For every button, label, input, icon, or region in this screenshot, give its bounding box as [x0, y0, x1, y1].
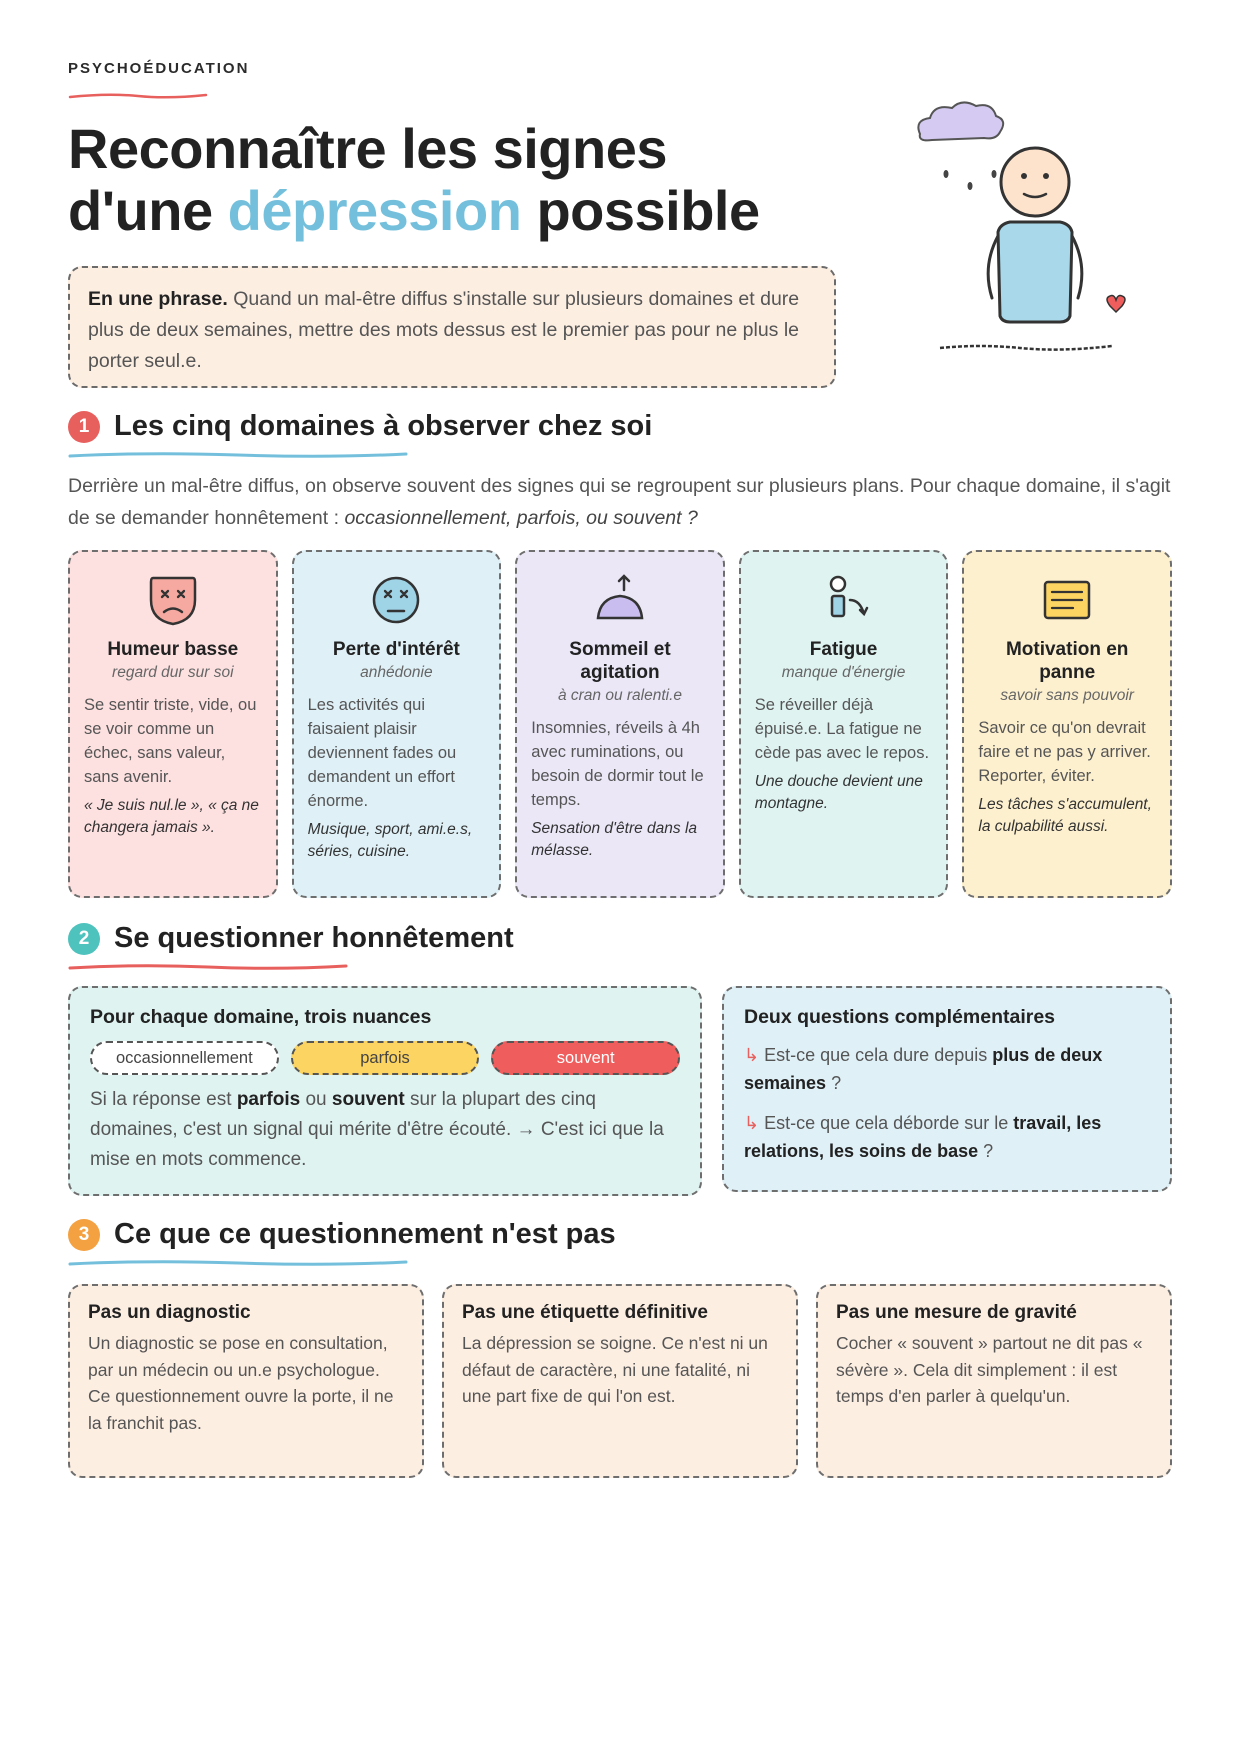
question-1	[744, 1041, 1150, 1097]
domain-card-motivation	[962, 550, 1172, 898]
face-icon	[1001, 148, 1069, 216]
question-2-bold: travail, les relations, les soins de base	[744, 1113, 1102, 1161]
question-1-post: ?	[826, 1073, 842, 1093]
domain-subtitle: regard dur sur soi	[112, 664, 234, 681]
page-title	[68, 118, 760, 242]
title-line-1: Reconnaître les signes	[68, 117, 668, 180]
rain-drops	[944, 170, 997, 190]
domain-card-fatigue	[739, 550, 949, 898]
return-arrow-icon: ↳	[744, 1113, 765, 1133]
domain-title: Motivation en panne	[1005, 639, 1129, 683]
return-arrow-icon: ↳	[744, 1045, 765, 1065]
domain-subtitle: à cran ou ralenti.e	[557, 687, 683, 704]
title-line-2-post: possible	[521, 179, 760, 242]
section-2-underline	[68, 962, 348, 972]
section-3-underline	[68, 1258, 408, 1268]
notepad-icon	[1037, 570, 1097, 630]
not-label-card	[442, 1284, 798, 1478]
domain-text: Se réveiller déjà épuisé.e. La fatigue ne cède pas avec le repos.	[754, 696, 930, 762]
tired-person-icon	[814, 570, 874, 630]
heart-icon	[1107, 296, 1125, 313]
questions-box	[722, 986, 1172, 1192]
sleep-mound-icon	[590, 570, 650, 630]
nuances-bold-b: souvent	[331, 1089, 405, 1110]
section-1-underline	[68, 450, 408, 460]
question-1-pre: Est-ce que cela dure depuis	[764, 1045, 993, 1065]
domain-subtitle: savoir sans pouvoir	[1000, 687, 1134, 704]
cloud-icon	[918, 102, 1003, 140]
nuances-text	[90, 1085, 680, 1175]
not-severity-card	[816, 1284, 1172, 1478]
question-2	[744, 1109, 1150, 1165]
domain-text: Savoir ce qu'on devrait faire et ne pas y arriver. Reporter, éviter.	[978, 719, 1151, 785]
summary-text: Quand un mal-être diffus s'installe sur plusieurs domaines et dure plus de deux semaines, mettre des mots dessus est le premier pas pour ne plus le porter seul.e.	[88, 288, 800, 372]
section-3-title: Ce que ce questionnement n'est pas	[114, 1218, 616, 1250]
summary-box	[68, 266, 836, 388]
pill-occasionnellement: occasionnellement	[90, 1041, 279, 1075]
domain-title: Fatigue	[809, 639, 878, 660]
domain-card-sommeil	[515, 550, 725, 898]
section-1-number: 1	[68, 411, 100, 443]
eyebrow-underline	[68, 92, 208, 100]
eyebrow-label: PSYCHOÉDUCATION	[68, 60, 250, 77]
section-2-number: 2	[68, 923, 100, 955]
question-2-pre: Est-ce que cela déborde sur le	[764, 1113, 1014, 1133]
domain-quote: Musique, sport, ami.e.s, séries, cuisine.	[307, 821, 473, 860]
not-card-title: Pas une mesure de gravité	[836, 1302, 1077, 1323]
nuances-text-b: ou	[300, 1089, 332, 1110]
not-card-text: Cocher « souvent » partout ne dit pas « sévère ». Cela dit simplement : il est temps d'en parler à quelqu'un.	[836, 1333, 1143, 1406]
not-card-text: Un diagnostic se pose en consultation, par un médecin ou un.e psychologue. Ce questionnement ouvre la porte, il ne la franchit pas.	[88, 1333, 394, 1433]
not-card-text: La dépression se soigne. Ce n'est ni un défaut de caractère, ni une fatalité, ni une part fixe de qui l'on est.	[462, 1333, 768, 1406]
nuance-pills	[90, 1041, 680, 1075]
ground-line	[940, 346, 1112, 350]
questions-title: Deux questions complémentaires	[744, 1006, 1056, 1028]
body-icon	[988, 222, 1082, 322]
nuances-box	[68, 986, 702, 1196]
section-2-header	[68, 922, 514, 955]
title-line-2-pre: d'une	[68, 179, 228, 242]
dizzy-face-icon	[366, 570, 426, 630]
domain-card-humeur	[68, 550, 278, 898]
domain-quote: Une douche devient une montagne.	[754, 773, 923, 812]
domain-quote: Sensation d'être dans la mélasse.	[531, 820, 698, 859]
sad-person-illustration	[900, 96, 1160, 366]
title-accent-word: dépression	[227, 179, 522, 242]
nuances-title: Pour chaque domaine, trois nuances	[90, 1006, 432, 1028]
section-1-title: Les cinq domaines à observer chez soi	[114, 410, 653, 442]
domain-text: Les activités qui faisaient plaisir deviennent fades ou demandent un effort énorme.	[307, 696, 457, 810]
domain-text: Se sentir triste, vide, ou se voir comme un échec, sans valeur, sans avenir.	[84, 696, 257, 786]
section-1-header	[68, 410, 652, 443]
summary-lead: En une phrase.	[88, 288, 228, 310]
nuances-text-a: Si la réponse est	[90, 1089, 237, 1110]
section-3-number: 3	[68, 1219, 100, 1251]
domain-card-interet	[292, 550, 502, 898]
domain-title: Sommeil et agitation	[569, 639, 671, 683]
pill-souvent: souvent	[491, 1041, 680, 1075]
nuances-bold-a: parfois	[236, 1089, 301, 1110]
not-card-title: Pas une étiquette définitive	[462, 1302, 708, 1323]
not-card-title: Pas un diagnostic	[88, 1302, 251, 1323]
title-line-2	[68, 180, 760, 242]
domain-title: Perte d'intérêt	[332, 639, 460, 660]
intro-text: Derrière un mal-être diffus, on observe souvent des signes qui se regroupent sur plusieurs plans. Pour chaque domaine, il s'agit de se demander honnêtement :	[68, 475, 1171, 529]
sad-mask-icon	[143, 570, 203, 630]
domain-text: Insomnies, réveils à 4h avec ruminations, ou besoin de dormir tout le temps.	[531, 719, 704, 809]
section-3-header	[68, 1218, 616, 1251]
nuances-text-c: sur la plupart des cinq domaines, c'est un signal qui mérite d'être écouté. → C'est ici que la mise en mots commence.	[90, 1089, 664, 1170]
not-diagnostic-card	[68, 1284, 424, 1478]
domain-title: Humeur basse	[107, 639, 239, 660]
domain-cards	[68, 550, 1172, 898]
domain-quote: Les tâches s'accumulent, la culpabilité aussi.	[978, 796, 1152, 835]
pill-parfois: parfois	[291, 1041, 480, 1075]
domain-quote: « Je suis nul.le », « ça ne changera jamais ».	[84, 797, 259, 836]
section-1-intro	[68, 470, 1178, 534]
question-2-post: ?	[978, 1141, 994, 1161]
intro-italic: occasionnellement, parfois, ou souvent ?	[344, 507, 698, 529]
section-2-title: Se questionner honnêtement	[114, 922, 514, 954]
question-1-bold: plus de deux semaines	[744, 1045, 1103, 1093]
domain-subtitle: manque d'énergie	[781, 664, 906, 681]
domain-subtitle: anhédonie	[360, 664, 433, 681]
